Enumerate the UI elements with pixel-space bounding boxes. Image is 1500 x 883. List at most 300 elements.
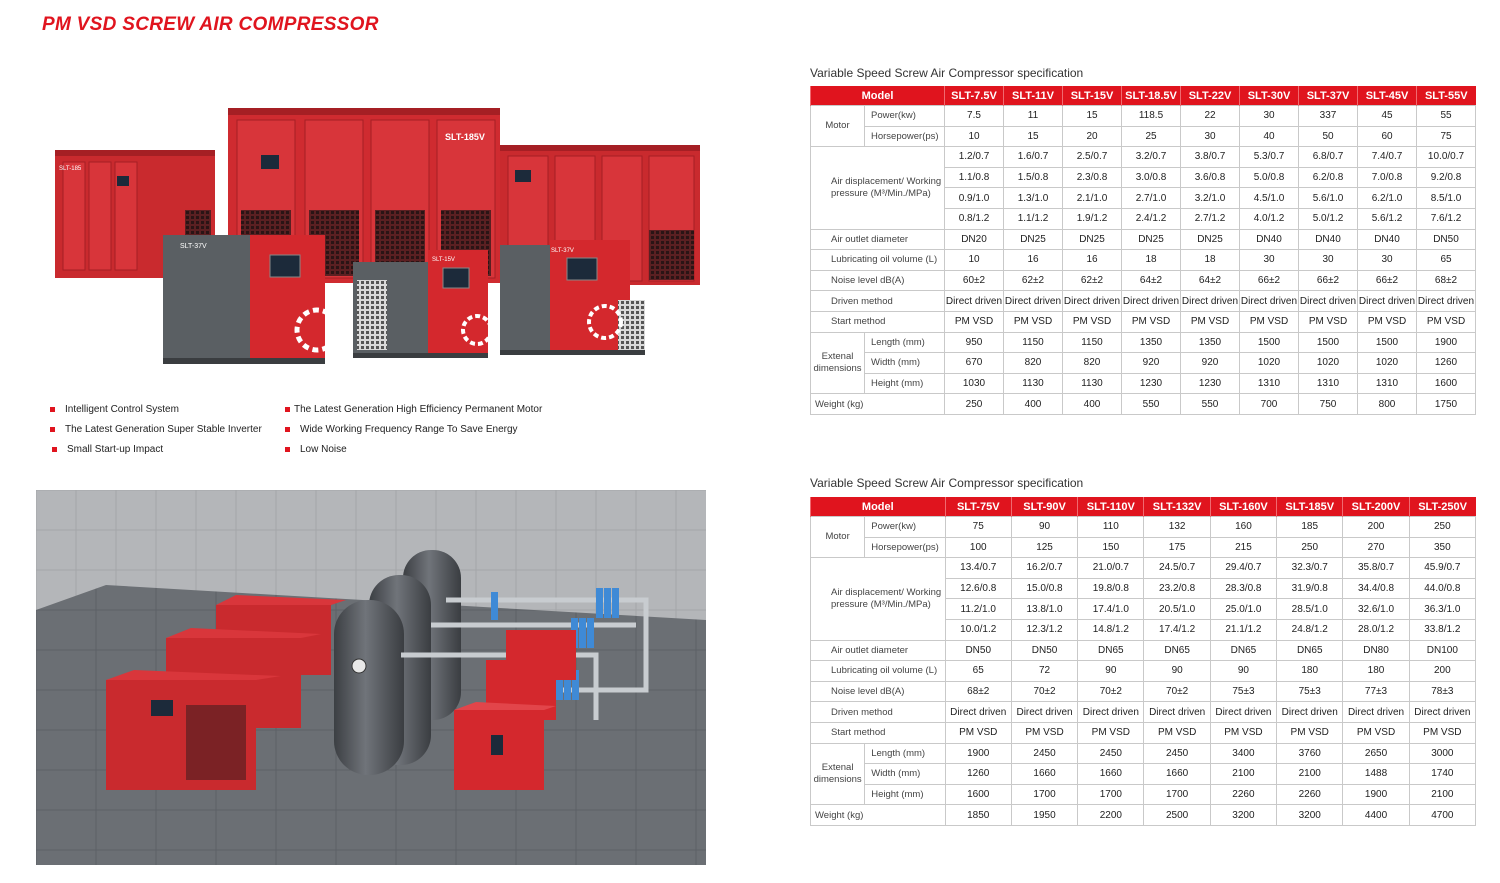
spec-value-cell: 7.5: [945, 106, 1004, 127]
spec-value-cell: 2.4/1.2: [1122, 208, 1181, 229]
spec-value-cell: 3.8/0.7: [1181, 147, 1240, 168]
spec-value-cell: Direct driven: [1011, 702, 1077, 723]
spec-value-cell: 65: [945, 661, 1011, 682]
spec-value-cell: 30: [1181, 126, 1240, 147]
spec-value-cell: 3200: [1210, 805, 1276, 826]
spec-value-cell: 30: [1299, 250, 1358, 271]
spec-row-air-displacement: [811, 147, 1476, 168]
spec-value-cell: 0.8/1.2: [945, 208, 1004, 229]
spec-value-cell: DN25: [1122, 229, 1181, 250]
spec-table-1: [810, 86, 1476, 415]
height-label: Height (mm): [865, 784, 945, 805]
spec-value-cell: DN100: [1409, 640, 1475, 661]
spec-value-cell: 11.2/1.0: [945, 599, 1011, 620]
spec-value-cell: Direct driven: [1299, 291, 1358, 312]
noise-label: Noise level dB(A): [811, 681, 946, 702]
spec-value-cell: 1350: [1181, 332, 1240, 353]
bullet-icon: [50, 407, 55, 412]
product-family-image: [45, 100, 725, 375]
spec-value-cell: 1488: [1343, 764, 1409, 785]
spec-value-cell: 25.0/1.0: [1210, 599, 1276, 620]
spec-value-cell: 62±2: [1004, 270, 1063, 291]
spec-value-cell: DN40: [1240, 229, 1299, 250]
spec-value-cell: 1020: [1358, 353, 1417, 374]
spec-value-cell: 18: [1122, 250, 1181, 271]
air-displacement-label: Air displacement/ Working pressure (M³/Min./MPa): [811, 558, 946, 640]
bullet-icon: [50, 427, 55, 432]
spec-value-cell: DN25: [1181, 229, 1240, 250]
spec-value-cell: 1.3/1.0: [1004, 188, 1063, 209]
spec-value-cell: Direct driven: [1358, 291, 1417, 312]
spec-value-cell: 950: [945, 332, 1004, 353]
spec-value-cell: 1020: [1299, 353, 1358, 374]
spec-value-cell: 32.6/1.0: [1343, 599, 1409, 620]
spec-value-cell: DN50: [1011, 640, 1077, 661]
spec-value-cell: 34.4/0.8: [1343, 578, 1409, 599]
spec-value-cell: 20.5/1.0: [1144, 599, 1210, 620]
model-header-cell: SLT-15V: [1063, 86, 1122, 106]
spec-value-cell: 250: [1409, 517, 1475, 538]
spec-value-cell: 3.2/0.7: [1122, 147, 1181, 168]
spec-value-cell: 6.2/1.0: [1358, 188, 1417, 209]
model-header-cell: SLT-90V: [1011, 497, 1077, 517]
spec-value-cell: 68±2: [945, 681, 1011, 702]
spec-value-cell: 19.8/0.8: [1078, 578, 1144, 599]
oil-label: Lubricating oil volume (L): [811, 661, 946, 682]
model-header: Model: [811, 497, 946, 517]
model-header-cell: SLT-75V: [945, 497, 1011, 517]
spec-row-width: [811, 764, 1476, 785]
model-header-cell: SLT-250V: [1409, 497, 1475, 517]
spec-value-cell: 5.6/1.2: [1358, 208, 1417, 229]
compressor-unit-front-right: [500, 240, 645, 355]
spec-value-cell: 3200: [1277, 805, 1343, 826]
spec-value-cell: 70±2: [1144, 681, 1210, 702]
spec-row-driven: [811, 291, 1476, 312]
spec-value-cell: 1660: [1144, 764, 1210, 785]
spec-value-cell: 2.7/1.2: [1181, 208, 1240, 229]
spec-value-cell: 400: [1063, 394, 1122, 415]
spec-value-cell: DN40: [1299, 229, 1358, 250]
spec-row-height: [811, 784, 1476, 805]
spec-value-cell: 31.9/0.8: [1277, 578, 1343, 599]
spec-value-cell: 15: [1063, 106, 1122, 127]
spec-table-2: [810, 497, 1476, 826]
table-header-row: [811, 86, 1476, 106]
spec-value-cell: 2650: [1343, 743, 1409, 764]
spec-value-cell: 17.4/1.2: [1144, 619, 1210, 640]
spec-value-cell: PM VSD: [1004, 311, 1063, 332]
spec-value-cell: 70±2: [1011, 681, 1077, 702]
spec-value-cell: 75±3: [1210, 681, 1276, 702]
spec-value-cell: 2260: [1277, 784, 1343, 805]
table-header-row: [811, 497, 1476, 517]
spec-value-cell: 62±2: [1063, 270, 1122, 291]
spec-value-cell: 90: [1011, 517, 1077, 538]
spec-value-cell: 17.4/1.0: [1078, 599, 1144, 620]
spec-value-cell: 160: [1210, 517, 1276, 538]
spec-value-cell: 20: [1063, 126, 1122, 147]
spec-value-cell: Direct driven: [1417, 291, 1476, 312]
spec-value-cell: 150: [1078, 537, 1144, 558]
driven-label: Driven method: [811, 702, 946, 723]
spec-value-cell: 1600: [945, 784, 1011, 805]
spec-value-cell: 75±3: [1277, 681, 1343, 702]
spec-value-cell: DN25: [1063, 229, 1122, 250]
spec-value-cell: 400: [1004, 394, 1063, 415]
spec-value-cell: 2100: [1277, 764, 1343, 785]
spec-value-cell: PM VSD: [1144, 722, 1210, 743]
spec-value-cell: PM VSD: [1409, 722, 1475, 743]
spec-value-cell: 10: [945, 126, 1004, 147]
dimensions-label: Extenal dimensions: [811, 743, 865, 805]
spec-value-cell: 30: [1358, 250, 1417, 271]
feature-item: The Latest Generation High Efficiency Permanent Motor: [285, 404, 542, 415]
air-displacement-label: Air displacement/ Working pressure (M³/Min./MPa): [811, 147, 945, 229]
spec-value-cell: 5.0/1.2: [1299, 208, 1358, 229]
spec-value-cell: 1130: [1004, 373, 1063, 394]
spec-value-cell: 1950: [1011, 805, 1077, 826]
feature-item: Low Noise: [285, 444, 347, 455]
spec-value-cell: 1500: [1358, 332, 1417, 353]
spec-value-cell: Direct driven: [1063, 291, 1122, 312]
spec-value-cell: 11: [1004, 106, 1063, 127]
spec-value-cell: PM VSD: [1417, 311, 1476, 332]
spec-value-cell: 1350: [1122, 332, 1181, 353]
spec-value-cell: 1900: [1417, 332, 1476, 353]
spec-value-cell: 6.2/0.8: [1299, 167, 1358, 188]
noise-label: Noise level dB(A): [811, 270, 945, 291]
spec-value-cell: 110: [1078, 517, 1144, 538]
spec-value-cell: 2.3/0.8: [1063, 167, 1122, 188]
spec-value-cell: 750: [1299, 394, 1358, 415]
spec-row-start: [811, 311, 1476, 332]
spec-value-cell: 16: [1004, 250, 1063, 271]
spec-value-cell: 28.5/1.0: [1277, 599, 1343, 620]
spec-value-cell: 1150: [1063, 332, 1122, 353]
spec-value-cell: 16: [1063, 250, 1122, 271]
spec-value-cell: 3400: [1210, 743, 1276, 764]
spec-value-cell: 29.4/0.7: [1210, 558, 1276, 579]
spec-value-cell: 90: [1078, 661, 1144, 682]
horsepower-label: Horsepower(ps): [865, 537, 945, 558]
spec-value-cell: 60±2: [945, 270, 1004, 291]
spec-value-cell: 90: [1210, 661, 1276, 682]
spec-value-cell: DN25: [1004, 229, 1063, 250]
spec-value-cell: 270: [1343, 537, 1409, 558]
spec-value-cell: 10: [945, 250, 1004, 271]
spec-row-length: [811, 743, 1476, 764]
spec-value-cell: 1150: [1004, 332, 1063, 353]
outlet-label: Air outlet diameter: [811, 229, 945, 250]
spec-value-cell: 6.8/0.7: [1299, 147, 1358, 168]
start-label: Start method: [811, 311, 945, 332]
spec-value-cell: 180: [1343, 661, 1409, 682]
installation-scene-image: [36, 490, 706, 865]
weight-label: Weight (kg): [811, 805, 946, 826]
spec-value-cell: 1500: [1299, 332, 1358, 353]
spec-value-cell: PM VSD: [1063, 311, 1122, 332]
spec-value-cell: 250: [945, 394, 1004, 415]
spec-value-cell: 1310: [1358, 373, 1417, 394]
spec-value-cell: 24.8/1.2: [1277, 619, 1343, 640]
spec-value-cell: 78±3: [1409, 681, 1475, 702]
spec-value-cell: Direct driven: [1277, 702, 1343, 723]
spec-value-cell: 9.2/0.8: [1417, 167, 1476, 188]
spec-value-cell: 15: [1004, 126, 1063, 147]
spec-row-power: [811, 517, 1476, 538]
spec-value-cell: 350: [1409, 537, 1475, 558]
spec-value-cell: Direct driven: [1144, 702, 1210, 723]
spec-value-cell: 30: [1240, 106, 1299, 127]
spec-value-cell: 7.4/0.7: [1358, 147, 1417, 168]
unit-label: SLT-185: [59, 166, 82, 172]
spec-row-start: [811, 722, 1476, 743]
motor-label: Motor: [811, 517, 865, 558]
spec-value-cell: PM VSD: [1078, 722, 1144, 743]
spec-value-cell: 66±2: [1240, 270, 1299, 291]
spec-value-cell: 18: [1181, 250, 1240, 271]
power-label: Power(kw): [865, 517, 945, 538]
spec-value-cell: 64±2: [1181, 270, 1240, 291]
page-title: PM VSD SCREW AIR COMPRESSOR: [42, 14, 379, 35]
oil-label: Lubricating oil volume (L): [811, 250, 945, 271]
spec-value-cell: 1850: [945, 805, 1011, 826]
height-label: Height (mm): [865, 373, 945, 394]
spec-value-cell: 60: [1358, 126, 1417, 147]
spec-value-cell: 4700: [1409, 805, 1475, 826]
spec-value-cell: 1.2/0.7: [945, 147, 1004, 168]
spec-row-oil: [811, 250, 1476, 271]
spec-value-cell: 7.6/1.2: [1417, 208, 1476, 229]
feature-item: Small Start-up Impact: [52, 444, 163, 455]
spec-value-cell: 1030: [945, 373, 1004, 394]
spec-value-cell: 2.1/1.0: [1063, 188, 1122, 209]
feature-item: The Latest Generation Super Stable Inverter: [50, 424, 262, 435]
spec-value-cell: 3000: [1409, 743, 1475, 764]
spec-value-cell: 180: [1277, 661, 1343, 682]
spec-value-cell: 1500: [1240, 332, 1299, 353]
spec-value-cell: 1750: [1417, 394, 1476, 415]
spec-value-cell: 3.2/1.0: [1181, 188, 1240, 209]
spec-value-cell: 1310: [1299, 373, 1358, 394]
model-header-cell: SLT-110V: [1078, 497, 1144, 517]
spec-value-cell: 16.2/0.7: [1011, 558, 1077, 579]
spec-value-cell: 70±2: [1078, 681, 1144, 702]
spec-value-cell: 700: [1240, 394, 1299, 415]
spec-value-cell: 1130: [1063, 373, 1122, 394]
spec-value-cell: 3.0/0.8: [1122, 167, 1181, 188]
model-header-cell: SLT-45V: [1358, 86, 1417, 106]
spec-value-cell: Direct driven: [1078, 702, 1144, 723]
spec-row-horsepower: [811, 537, 1476, 558]
spec-value-cell: DN65: [1210, 640, 1276, 661]
spec-value-cell: 68±2: [1417, 270, 1476, 291]
spec-value-cell: 550: [1122, 394, 1181, 415]
spec-value-cell: 33.8/1.2: [1409, 619, 1475, 640]
spec-value-cell: 12.3/1.2: [1011, 619, 1077, 640]
spec-row-driven: [811, 702, 1476, 723]
spec-value-cell: 4400: [1343, 805, 1409, 826]
spec-value-cell: 2260: [1210, 784, 1276, 805]
spec-value-cell: 1.5/0.8: [1004, 167, 1063, 188]
outlet-label: Air outlet diameter: [811, 640, 946, 661]
spec-value-cell: PM VSD: [1343, 722, 1409, 743]
spec-value-cell: 24.5/0.7: [1144, 558, 1210, 579]
spec-value-cell: 10.0/0.7: [1417, 147, 1476, 168]
spec-value-cell: Direct driven: [1122, 291, 1181, 312]
power-label: Power(kw): [865, 106, 945, 127]
spec-value-cell: PM VSD: [945, 722, 1011, 743]
length-label: Length (mm): [865, 743, 945, 764]
spec-value-cell: 5.3/0.7: [1240, 147, 1299, 168]
spec-value-cell: PM VSD: [1181, 311, 1240, 332]
spec-value-cell: 66±2: [1358, 270, 1417, 291]
spec-value-cell: 1.1/1.2: [1004, 208, 1063, 229]
feature-item: Intelligent Control System: [50, 404, 179, 415]
spec-value-cell: PM VSD: [1358, 311, 1417, 332]
spec-value-cell: 15.0/0.8: [1011, 578, 1077, 599]
compressor-unit-front-left: [163, 235, 337, 364]
spec-value-cell: 175: [1144, 537, 1210, 558]
spec-value-cell: 820: [1004, 353, 1063, 374]
spec-value-cell: Direct driven: [1181, 291, 1240, 312]
spec-value-cell: 1.1/0.8: [945, 167, 1004, 188]
spec-table-2-title: Variable Speed Screw Air Compressor specification: [810, 476, 1084, 490]
spec-value-cell: 45: [1358, 106, 1417, 127]
spec-value-cell: 670: [945, 353, 1004, 374]
spec-value-cell: 40: [1240, 126, 1299, 147]
spec-value-cell: 5.0/0.8: [1240, 167, 1299, 188]
spec-value-cell: 5.6/1.0: [1299, 188, 1358, 209]
spec-value-cell: 32.3/0.7: [1277, 558, 1343, 579]
spec-value-cell: PM VSD: [1122, 311, 1181, 332]
spec-value-cell: 72: [1011, 661, 1077, 682]
spec-value-cell: 132: [1144, 517, 1210, 538]
spec-value-cell: 77±3: [1343, 681, 1409, 702]
model-header-cell: SLT-30V: [1240, 86, 1299, 106]
width-label: Width (mm): [865, 353, 945, 374]
spec-row-width: [811, 353, 1476, 374]
spec-value-cell: 1660: [1011, 764, 1077, 785]
spec-value-cell: DN65: [1078, 640, 1144, 661]
spec-value-cell: PM VSD: [1011, 722, 1077, 743]
spec-value-cell: 1230: [1181, 373, 1240, 394]
spec-value-cell: 4.0/1.2: [1240, 208, 1299, 229]
spec-value-cell: 2.5/0.7: [1063, 147, 1122, 168]
spec-value-cell: 2450: [1144, 743, 1210, 764]
spec-value-cell: 2.7/1.0: [1122, 188, 1181, 209]
spec-value-cell: 64±2: [1122, 270, 1181, 291]
spec-value-cell: 28.0/1.2: [1343, 619, 1409, 640]
spec-value-cell: 21.0/0.7: [1078, 558, 1144, 579]
model-header-cell: SLT-200V: [1343, 497, 1409, 517]
spec-row-weight: [811, 394, 1476, 415]
width-label: Width (mm): [865, 764, 945, 785]
spec-value-cell: 2500: [1144, 805, 1210, 826]
spec-value-cell: Direct driven: [1343, 702, 1409, 723]
spec-value-cell: DN65: [1277, 640, 1343, 661]
model-header: Model: [811, 86, 945, 106]
spec-value-cell: 12.6/0.8: [945, 578, 1011, 599]
feature-item: Wide Working Frequency Range To Save Energy: [285, 424, 518, 435]
spec-value-cell: 1020: [1240, 353, 1299, 374]
compressor-unit-front-center: [353, 250, 491, 358]
spec-value-cell: 35.8/0.7: [1343, 558, 1409, 579]
spec-value-cell: 25: [1122, 126, 1181, 147]
spec-table-1-title: Variable Speed Screw Air Compressor specification: [810, 66, 1084, 80]
spec-value-cell: DN50: [1417, 229, 1476, 250]
spec-value-cell: 1600: [1417, 373, 1476, 394]
spec-value-cell: PM VSD: [1277, 722, 1343, 743]
spec-value-cell: 1740: [1409, 764, 1475, 785]
spec-value-cell: Direct driven: [1240, 291, 1299, 312]
spec-value-cell: 215: [1210, 537, 1276, 558]
spec-row-power: [811, 106, 1476, 127]
spec-value-cell: 185: [1277, 517, 1343, 538]
spec-value-cell: 3760: [1277, 743, 1343, 764]
spec-value-cell: 2450: [1078, 743, 1144, 764]
horsepower-label: Horsepower(ps): [865, 126, 945, 147]
spec-value-cell: 2450: [1011, 743, 1077, 764]
dimensions-label: Extenal dimensions: [811, 332, 865, 394]
unit-label: SLT-15V: [432, 257, 455, 263]
bullet-icon: [285, 407, 290, 412]
spec-value-cell: 800: [1358, 394, 1417, 415]
spec-value-cell: 50: [1299, 126, 1358, 147]
spec-value-cell: 1660: [1078, 764, 1144, 785]
spec-value-cell: 4.5/1.0: [1240, 188, 1299, 209]
spec-value-cell: 0.9/1.0: [945, 188, 1004, 209]
spec-value-cell: 550: [1181, 394, 1240, 415]
spec-value-cell: 36.3/1.0: [1409, 599, 1475, 620]
spec-row-outlet: [811, 640, 1476, 661]
spec-value-cell: 22: [1181, 106, 1240, 127]
model-header-cell: SLT-160V: [1210, 497, 1276, 517]
spec-value-cell: 75: [1417, 126, 1476, 147]
spec-value-cell: 1700: [1011, 784, 1077, 805]
spec-value-cell: 23.2/0.8: [1144, 578, 1210, 599]
spec-value-cell: 10.0/1.2: [945, 619, 1011, 640]
unit-label: SLT-185V: [445, 132, 485, 142]
spec-value-cell: 200: [1409, 661, 1475, 682]
spec-value-cell: 1260: [945, 764, 1011, 785]
unit-label: SLT-37V: [180, 243, 207, 250]
model-header-cell: SLT-37V: [1299, 86, 1358, 106]
spec-value-cell: Direct driven: [945, 702, 1011, 723]
spec-value-cell: 920: [1181, 353, 1240, 374]
spec-value-cell: 1900: [945, 743, 1011, 764]
spec-value-cell: 200: [1343, 517, 1409, 538]
spec-value-cell: Direct driven: [1210, 702, 1276, 723]
spec-row-air-displacement: [811, 558, 1476, 579]
spec-value-cell: 1.9/1.2: [1063, 208, 1122, 229]
spec-value-cell: 1310: [1240, 373, 1299, 394]
spec-value-cell: 7.0/0.8: [1358, 167, 1417, 188]
spec-value-cell: 1700: [1144, 784, 1210, 805]
spec-value-cell: Direct driven: [1004, 291, 1063, 312]
spec-row-outlet: [811, 229, 1476, 250]
model-header-cell: SLT-11V: [1004, 86, 1063, 106]
spec-value-cell: 13.8/1.0: [1011, 599, 1077, 620]
spec-value-cell: 250: [1277, 537, 1343, 558]
spec-value-cell: 28.3/0.8: [1210, 578, 1276, 599]
spec-value-cell: 820: [1063, 353, 1122, 374]
motor-label: Motor: [811, 106, 865, 147]
spec-value-cell: 66±2: [1299, 270, 1358, 291]
spec-row-height: [811, 373, 1476, 394]
bullet-icon: [285, 447, 290, 452]
